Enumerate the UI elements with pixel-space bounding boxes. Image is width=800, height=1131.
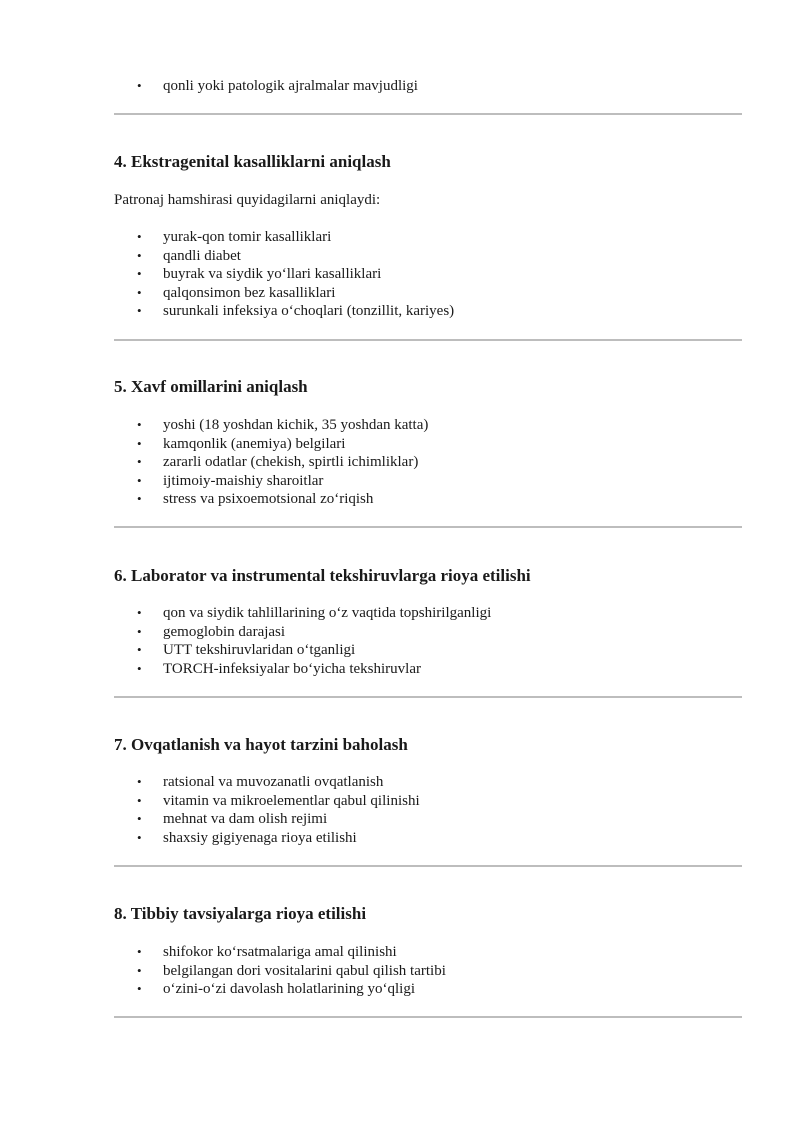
list-item: • ratsional va muvozanatli ovqatlanish bbox=[137, 774, 384, 790]
list-item: • shaxsiy gigiyenaga rioya etilishi bbox=[137, 829, 357, 846]
section-divider bbox=[114, 113, 742, 115]
list-item: • shifokor ko‘rsatmalariga amal qilinishi bbox=[137, 944, 397, 960]
list-item: • qalqonsimon bez kasalliklari bbox=[137, 284, 336, 301]
bullet-icon: • bbox=[137, 605, 142, 620]
list-item: • stress va psixoemotsional zo‘riqish bbox=[137, 491, 374, 508]
bullet-icon: • bbox=[137, 944, 142, 959]
section-title-4: 4. Ekstragenital kasalliklarni aniqlash bbox=[114, 152, 391, 171]
section-title-5: 5. Xavf omillarini aniqlash bbox=[114, 377, 308, 396]
list-item: • belgilangan dori vositalarini qabul qilish tartibi bbox=[137, 962, 446, 979]
list-item: • UTT tekshiruvlaridan o‘tganligi bbox=[137, 642, 356, 659]
list-item: • o‘zini-o‘zi davolash holatlarining yo‘qligi bbox=[137, 981, 416, 998]
section-divider bbox=[114, 339, 742, 341]
bullet-icon: • bbox=[137, 78, 142, 93]
bullet-icon: • bbox=[137, 623, 142, 639]
section-divider bbox=[114, 696, 742, 698]
bullet-icon: • bbox=[137, 266, 142, 282]
list-item: • kamqonlik (anemiya) belgilari bbox=[137, 435, 346, 452]
list-item: • yoshi (18 yoshdan kichik, 35 yoshdan katta) bbox=[137, 417, 429, 433]
list-item: • buyrak va siydik yo‘llari kasalliklari bbox=[137, 266, 382, 283]
bullet-icon: • bbox=[137, 981, 142, 997]
list-item: • vitamin va mikroelementlar qabul qilinishi bbox=[137, 792, 420, 809]
bullet-icon: • bbox=[137, 660, 142, 676]
top-bullet-list bbox=[114, 77, 418, 96]
list-item: • qonli yoki patologik ajralmalar mavjudligi bbox=[137, 78, 418, 94]
section-4-list bbox=[114, 228, 454, 321]
bullet-icon: • bbox=[137, 472, 142, 488]
list-item: • surunkali infeksiya o‘choqlari (tonzillit, kariyes) bbox=[137, 303, 455, 320]
section-7-list bbox=[114, 773, 420, 847]
list-item: • ijtimoiy-maishiy sharoitlar bbox=[137, 472, 324, 489]
bullet-icon: • bbox=[137, 774, 142, 789]
bullet-icon: • bbox=[137, 491, 142, 507]
bullet-icon: • bbox=[137, 642, 142, 658]
section-title-8: 8. Tibbiy tavsiyalarga rioya etilishi bbox=[114, 904, 367, 923]
list-item: • gemoglobin darajasi bbox=[137, 623, 286, 640]
section-title-7: 7. Ovqatlanish va hayot tarzini baholash bbox=[114, 735, 408, 754]
list-item: • qon va siydik tahlillarining o‘z vaqtida topshirilganligi bbox=[137, 605, 492, 621]
section-divider bbox=[114, 865, 742, 867]
section-divider bbox=[114, 1016, 742, 1018]
section-5-list bbox=[114, 416, 428, 509]
bullet-icon: • bbox=[137, 962, 142, 978]
bullet-icon: • bbox=[137, 247, 142, 263]
bullet-icon: • bbox=[137, 417, 142, 432]
section-intro-4: Patronaj hamshirasi quyidagilarni aniqlaydi: bbox=[114, 192, 381, 208]
bullet-icon: • bbox=[137, 811, 142, 827]
section-8-list bbox=[114, 943, 446, 999]
list-item: • zararli odatlar (chekish, spirtli ichimliklar) bbox=[137, 454, 419, 471]
bullet-icon: • bbox=[137, 229, 142, 244]
list-item: • qandli diabet bbox=[137, 247, 241, 264]
list-item: • yurak-qon tomir kasalliklari bbox=[137, 229, 332, 245]
bullet-icon: • bbox=[137, 435, 142, 451]
bullet-icon: • bbox=[137, 454, 142, 470]
bullet-icon: • bbox=[137, 284, 142, 300]
list-item: • mehnat va dam olish rejimi bbox=[137, 811, 328, 828]
section-divider bbox=[114, 526, 742, 528]
section-6-list bbox=[114, 604, 491, 678]
bullet-icon: • bbox=[137, 792, 142, 808]
bullet-icon: • bbox=[137, 303, 142, 319]
list-item: • TORCH-infeksiyalar bo‘yicha tekshiruvlar bbox=[137, 660, 421, 677]
section-title-6: 6. Laborator va instrumental tekshiruvlarga rioya etilishi bbox=[114, 566, 531, 585]
bullet-icon: • bbox=[137, 829, 142, 845]
